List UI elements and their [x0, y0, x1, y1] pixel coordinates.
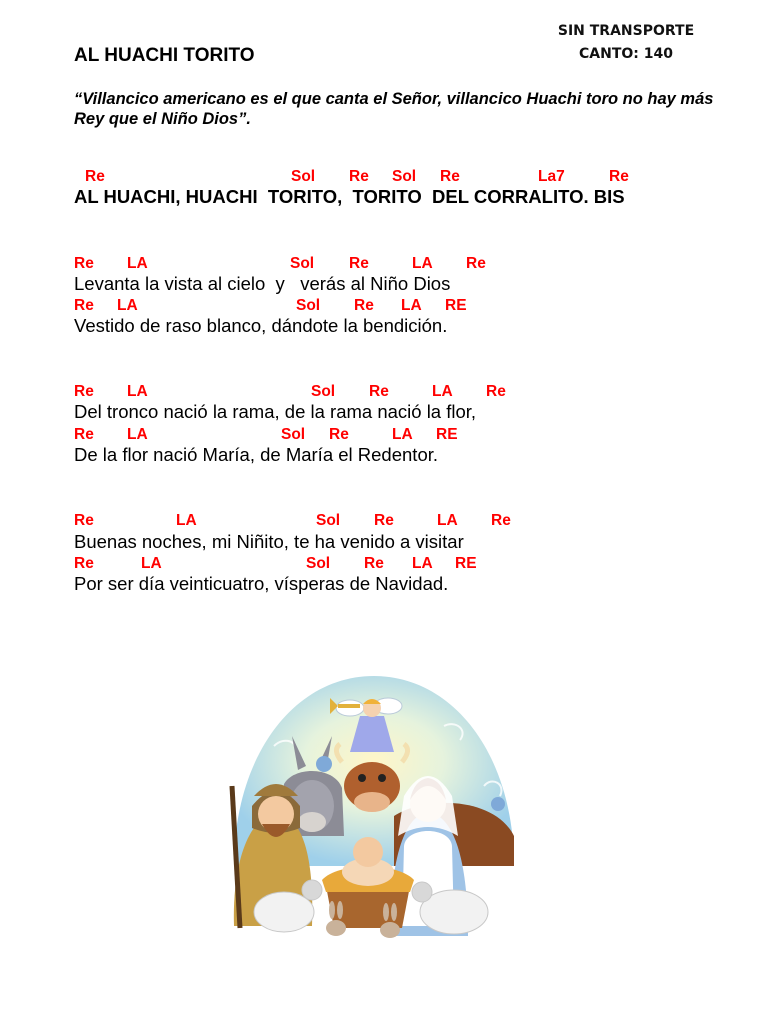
- chord: Sol: [316, 512, 341, 529]
- chord: Sol: [281, 426, 306, 443]
- chord: Re: [354, 297, 374, 314]
- chord: Re: [466, 255, 486, 272]
- chord: LA: [401, 297, 422, 314]
- chord: LA: [127, 426, 148, 443]
- chord: Re: [74, 383, 94, 400]
- verse-3-line-2-chords: [74, 555, 734, 573]
- chord: La7: [538, 168, 565, 185]
- chord: RE: [445, 297, 467, 314]
- verse-2-line-2-chords: [74, 426, 734, 444]
- verse-1-line-2-chords: [74, 297, 734, 315]
- verse-2-line-1-lyric: Del tronco nació la rama, de la rama nació la flor,: [74, 401, 477, 422]
- chord: Sol: [290, 255, 315, 272]
- song-number: CANTO: 140: [579, 46, 673, 62]
- chord: LA: [117, 297, 138, 314]
- verse-2-line-1-chords: [74, 383, 734, 401]
- chord: Re: [74, 512, 94, 529]
- verse-3-line-1-lyric: Buenas noches, mi Niñito, te ha venido a visitar: [74, 531, 464, 552]
- chord: Sol: [311, 383, 336, 400]
- verse-1-line-1-lyric: Levanta la vista al cielo y verás al Niño Dios: [74, 273, 451, 294]
- chord: Re: [440, 168, 460, 185]
- chord: Re: [85, 168, 105, 185]
- verse-3-line-1-chords: [74, 512, 734, 530]
- chord: LA: [141, 555, 162, 572]
- chord: Re: [609, 168, 629, 185]
- nativity-scene-icon: [214, 666, 526, 950]
- chorus-chords: [74, 168, 734, 186]
- chord: LA: [127, 383, 148, 400]
- chord: Re: [74, 255, 94, 272]
- chord: LA: [176, 512, 197, 529]
- chord: Re: [74, 426, 94, 443]
- song-title: AL HUACHI TORITO: [74, 45, 255, 66]
- chord: LA: [127, 255, 148, 272]
- chord: LA: [412, 255, 433, 272]
- chord: Sol: [291, 168, 316, 185]
- chord: Re: [364, 555, 384, 572]
- verse-1-line-2-lyric: Vestido de raso blanco, dándote la bendición.: [74, 315, 448, 336]
- verse-1-line-1-chords: [74, 255, 734, 273]
- chord: Re: [74, 555, 94, 572]
- chord: Re: [369, 383, 389, 400]
- intro-quote: “Villancico americano es el que canta el Señor, villancico Huachi toro no hay más Rey que el Niño Dios”.: [74, 90, 714, 128]
- chord: Re: [349, 168, 369, 185]
- chord: Re: [374, 512, 394, 529]
- verse-2-line-2-lyric: De la flor nació María, de María el Redentor.: [74, 444, 439, 465]
- chord: Re: [329, 426, 349, 443]
- song-category: SIN TRANSPORTE: [557, 23, 695, 39]
- chord: Re: [486, 383, 506, 400]
- chord: Re: [349, 255, 369, 272]
- chord: Sol: [392, 168, 417, 185]
- chord: Re: [74, 297, 94, 314]
- chord: Sol: [306, 555, 331, 572]
- chorus-lyric: AL HUACHI, HUACHI TORITO, TORITO DEL CORRALITO. BIS: [74, 186, 625, 207]
- chord: RE: [455, 555, 477, 572]
- chord: LA: [437, 512, 458, 529]
- chord: LA: [392, 426, 413, 443]
- chord: RE: [436, 426, 458, 443]
- chord: LA: [412, 555, 433, 572]
- chord: Sol: [296, 297, 321, 314]
- chord: Re: [491, 512, 511, 529]
- chord: LA: [432, 383, 453, 400]
- verse-3-line-2-lyric: Por ser día veinticuatro, vísperas de Navidad.: [74, 573, 449, 594]
